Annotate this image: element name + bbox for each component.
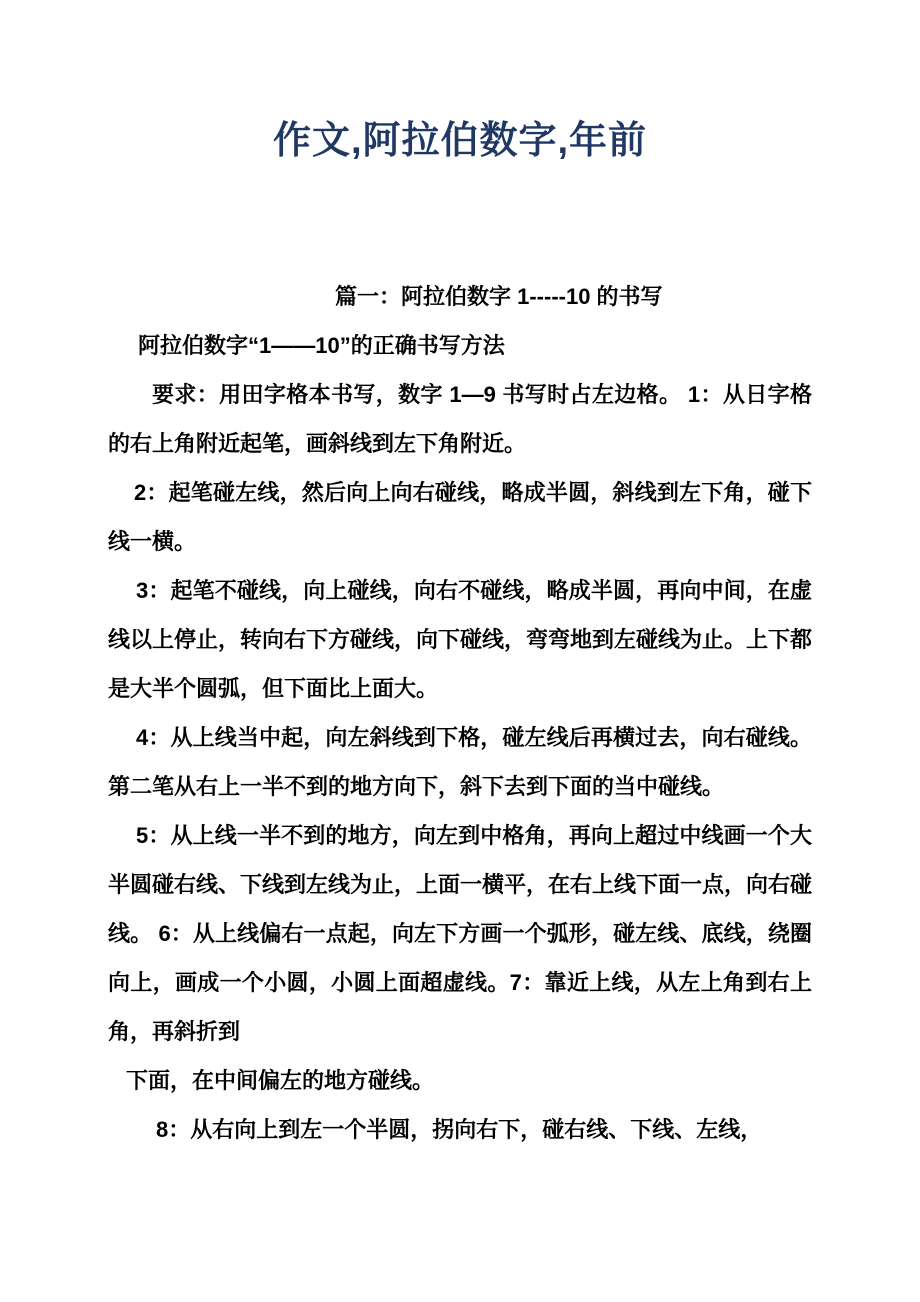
paragraph-digit-4: 4：从上线当中起，向左斜线到下格，碰左线后再横过去，向右碰线。第二笔从右上一半不到的地方向下，斜下去到下面的当中碰线。 [108, 725, 812, 799]
paragraph-digit-3: 3：起笔不碰线，向上碰线，向右不碰线，略成半圆，再向中间，在虚线以上停止，转向右下方碰线，向下碰线，弯弯地到左碰线为止。上下都是大半个圆弧，但下面比上面大。 [108, 578, 813, 701]
paragraph-digit-5-6-7: 5：从上线一半不到的地方，向左到中格角，再向上超过中线画一个大半圆碰右线、下线到左线为止，上面一横平，在右上线下面一点，向右碰线。 6：从上线偏右一点起，向左下方画一个弧形，碰左线、底线，绕圈向上，画成一个小圆，小圆上面超虚线。7：靠近上线，从左上角到右上角，再斜折到 [108, 823, 813, 1044]
document-title: 作文,阿拉伯数字,年前 [272, 120, 648, 162]
paragraph-subheading: 阿拉伯数字“1——10”的正确书写方法 [138, 333, 505, 358]
document-body [108, 272, 812, 1154]
paragraph-requirements: 要求：用田字格本书写，数字 1—9 书写时占左边格。 1：从日字格的右上角附近起笔，画斜线到左下角附近。 [108, 382, 812, 456]
paragraph-digit-2: 2：起笔碰左线，然后向上向右碰线，略成半圆，斜线到左下角，碰下线一横。 [108, 480, 812, 554]
paragraph-digit-7-cont: 下面，在中间偏左的地方碰线。 [126, 1068, 435, 1093]
paragraph-section-heading: 篇一：阿拉伯数字 1-----10 的书写 [335, 284, 663, 309]
paragraph-digit-8: 8：从右向上到左一个半圆，拐向右下，碰右线、下线、左线， [156, 1117, 763, 1142]
